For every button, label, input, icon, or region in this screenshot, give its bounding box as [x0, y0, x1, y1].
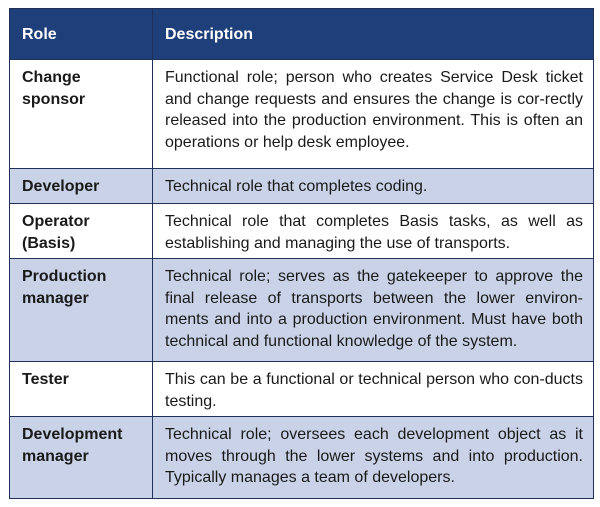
description-cell: Technical role that completes coding. [153, 169, 594, 204]
description-cell: Functional role; person who creates Service Desk ticket and change requests and ensures the change is cor-rectly released into the production environment. This is often an operations or help desk employee. [153, 60, 594, 169]
table-row [10, 204, 594, 259]
table-row [10, 417, 594, 499]
table-row [10, 169, 594, 204]
column-header-role: Role [10, 9, 153, 60]
role-cell: Change sponsor [10, 60, 153, 169]
roles-table [9, 8, 594, 499]
description-cell: Technical role that completes Basis tasks, as well as establishing and managing the use of transports. [153, 204, 594, 259]
description-cell: Technical role; oversees each development object as it moves through the lower systems and into production. Typically manages a team of developers. [153, 417, 594, 499]
role-cell: Operator (Basis) [10, 204, 153, 259]
description-cell: Technical role; serves as the gatekeeper to approve the final release of transports between the lower environ-ments and into a production environment. Must have both technical and functional knowledge of the system. [153, 259, 594, 362]
roles-table-container [9, 8, 593, 498]
column-header-description: Description [153, 9, 594, 60]
table-row [10, 60, 594, 169]
table-row [10, 259, 594, 362]
role-cell: Tester [10, 362, 153, 417]
role-cell: Developer [10, 169, 153, 204]
table-row [10, 362, 594, 417]
description-cell: This can be a functional or technical person who con-ducts testing. [153, 362, 594, 417]
role-cell: Development manager [10, 417, 153, 499]
table-header-row [10, 9, 594, 60]
role-cell: Production manager [10, 259, 153, 362]
